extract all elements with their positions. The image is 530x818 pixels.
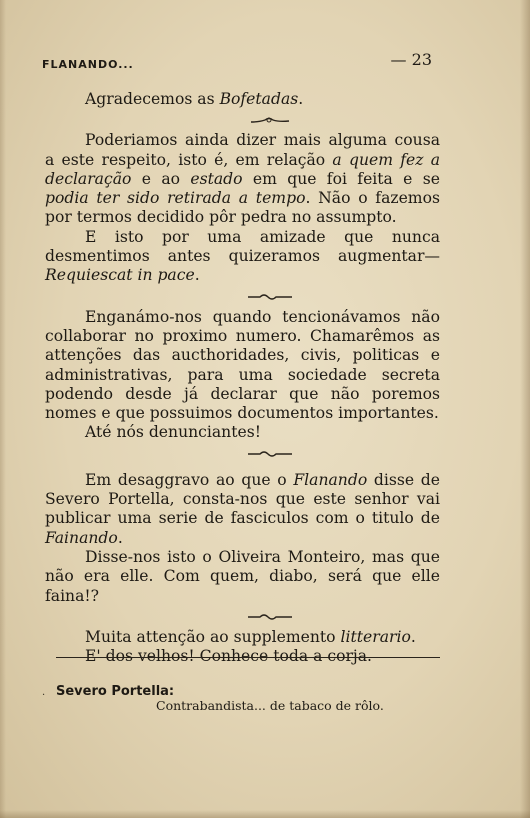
- footnote-name: Severo Portella:: [56, 684, 175, 699]
- page-right-shadow: [520, 0, 530, 818]
- text-run: .: [410, 627, 416, 646]
- paragraph-desaggravo: [45, 471, 440, 548]
- running-title: FLANANDO...: [42, 58, 134, 71]
- text-run: Em desaggravo ao que o: [85, 470, 294, 489]
- text-run: .: [194, 266, 200, 285]
- footnote-text: Contrabandista... de tabaco de rôlo.: [156, 698, 384, 713]
- separator: [100, 606, 440, 628]
- text-run: Até nós denunciantes!: [85, 423, 261, 442]
- paragraph-thanks: [45, 90, 440, 109]
- text-run: e ao: [131, 169, 191, 188]
- text-run: . Não o fazemos por termos decidido pôr pedra no assumpto.: [45, 189, 440, 227]
- page-left-shadow: [0, 0, 6, 818]
- text-run: Disse-nos isto o Oliveira Monteiro, mas que não era elle. Com quem, diabo, será que elle faina!?: [45, 547, 440, 605]
- paragraph-poderiamos: [45, 131, 440, 227]
- text-run: .: [117, 528, 123, 547]
- separator: [100, 286, 440, 308]
- paragraph-supplemento: [45, 628, 440, 647]
- ornamental-separator-icon: [246, 292, 294, 302]
- text-run: Poderiamos ainda dizer mais alguma cousa a este respeito, isto é, em relação: [45, 131, 440, 169]
- ornamental-separator-icon: [249, 115, 291, 125]
- page-number: — 23: [390, 50, 432, 69]
- text-run: Enganámo-nos quando tencionávamos não collaborar no proximo numero. Chamarêmos as attenções das aucthoridades, civis, politicas e administrativas, para uma sociedade secreta podendo desde já declarar que não poremos nomes e que possuimos documentos importantes.: [45, 307, 440, 423]
- text-run: disse de Severo Portella, consta-nos que este senhor vai publicar uma serie de fasciculos com o titulo de: [45, 470, 440, 528]
- text-run: em que foi feita e se: [242, 169, 440, 188]
- footnote-rule: [56, 657, 440, 658]
- margin-dot: ·: [42, 690, 46, 701]
- text-run: Muita attenção ao supplemento: [85, 627, 341, 646]
- text-run: .: [298, 90, 304, 108]
- paragraph-enganamo: [45, 308, 440, 424]
- separator: [100, 443, 440, 465]
- ornamental-separator-icon: [246, 612, 294, 622]
- italic-text: Bofetadas: [219, 90, 299, 108]
- italic-text: a quem fez a declaração: [45, 150, 440, 188]
- paragraph-oliveira: [45, 548, 440, 606]
- italic-text: estado: [190, 169, 243, 188]
- italic-text: Flanando: [293, 470, 368, 489]
- page-bottom-shadow: [0, 810, 530, 818]
- text-run: E isto por uma amizade que nunca desmentimos antes quizeramos augmentar—: [45, 227, 440, 266]
- paragraph-denunciantes: [45, 423, 440, 442]
- text-run: E' dos velhos! Conhece toda a corja.: [85, 647, 372, 666]
- italic-text: litterario: [340, 627, 411, 646]
- text-run: Agradecemos as: [85, 90, 220, 108]
- ornamental-separator-icon: [246, 449, 294, 459]
- page-body: [45, 90, 440, 666]
- italic-text: Fainando: [45, 528, 118, 547]
- italic-text: Requiescat in pace: [45, 266, 195, 285]
- separator: [100, 109, 440, 131]
- page-header: [42, 50, 430, 80]
- paragraph-amizade: [45, 228, 440, 286]
- italic-text: podia ter sido retirada a tempo: [45, 189, 306, 208]
